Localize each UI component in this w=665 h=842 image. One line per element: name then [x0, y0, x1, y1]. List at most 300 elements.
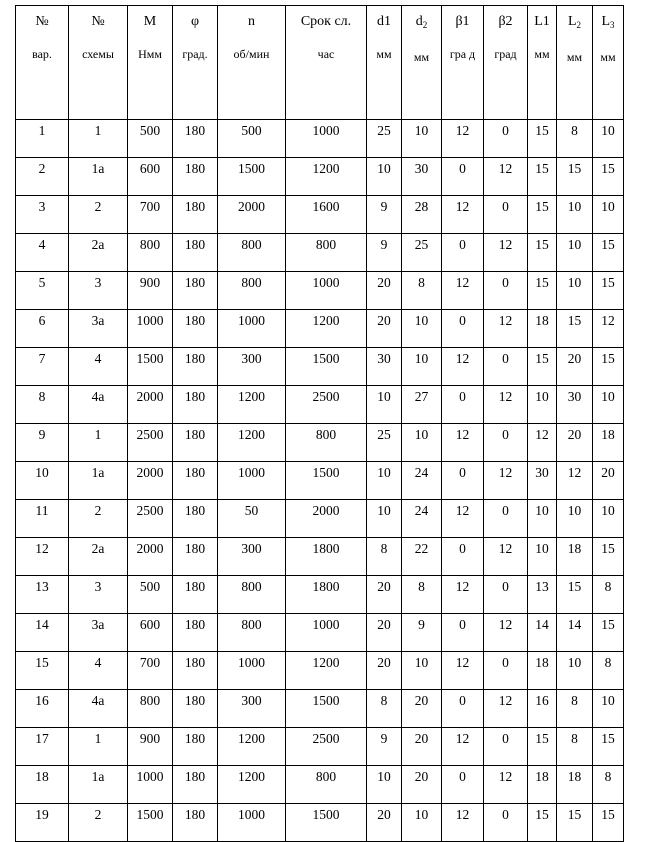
table-cell: 50 — [218, 500, 286, 538]
header-unit: гра д — [449, 47, 476, 61]
table-cell: 1 — [69, 728, 128, 766]
table-cell: 15 — [528, 272, 557, 310]
table-cell: 180 — [173, 690, 218, 728]
header-cell — [367, 6, 402, 120]
table-cell: 0 — [484, 652, 528, 690]
table-row — [16, 234, 624, 272]
header-symbol: β2 — [498, 14, 513, 29]
table-cell: 1200 — [218, 424, 286, 462]
table-cell: 15 — [593, 234, 624, 272]
header-symbol: $L_3$ — [601, 14, 615, 30]
table-cell: 500 — [218, 120, 286, 158]
table-cell: 1а — [69, 158, 128, 196]
table-cell: 1500 — [128, 804, 173, 842]
header-cell — [442, 6, 484, 120]
table-cell: 1 — [69, 120, 128, 158]
table-row — [16, 120, 624, 158]
header-unit: мм — [376, 47, 392, 61]
header-symbol: Срок сл. — [300, 14, 352, 29]
table-cell: 1500 — [286, 690, 367, 728]
table-cell: 9 — [402, 614, 442, 652]
table-cell: 2000 — [286, 500, 367, 538]
table-cell: 180 — [173, 614, 218, 652]
table-cell: 180 — [173, 386, 218, 424]
table-cell: 180 — [173, 348, 218, 386]
table-cell: 25 — [367, 424, 402, 462]
table-cell: 4а — [69, 690, 128, 728]
table-cell: 4 — [69, 348, 128, 386]
table-cell: 2500 — [286, 386, 367, 424]
table-cell: 20 — [367, 652, 402, 690]
table-cell: 180 — [173, 272, 218, 310]
table-cell: 12 — [442, 196, 484, 234]
table-cell: 27 — [402, 386, 442, 424]
header-unit: мм — [413, 50, 430, 64]
table-cell: 0 — [484, 804, 528, 842]
table-cell: 12 — [442, 576, 484, 614]
table-cell: 3 — [69, 272, 128, 310]
table-cell: 12 — [484, 386, 528, 424]
table-row — [16, 272, 624, 310]
table-cell: 12 — [484, 614, 528, 652]
table-cell: 180 — [173, 120, 218, 158]
table-cell: 180 — [173, 576, 218, 614]
table-cell: 10 — [528, 538, 557, 576]
table-cell: 10 — [402, 652, 442, 690]
table-cell: 3а — [69, 614, 128, 652]
table-cell: 8 — [593, 652, 624, 690]
table-cell: 7 — [16, 348, 69, 386]
header-cell — [69, 6, 128, 120]
table-cell: 10 — [557, 196, 593, 234]
table-cell: 30 — [402, 158, 442, 196]
table-cell: 30 — [557, 386, 593, 424]
table-cell: 800 — [286, 234, 367, 272]
table-cell: 1 — [16, 120, 69, 158]
table-cell: 5 — [16, 272, 69, 310]
table-cell: 500 — [128, 576, 173, 614]
table-cell: 15 — [528, 196, 557, 234]
table-cell: 8 — [367, 690, 402, 728]
table-cell: 10 — [367, 158, 402, 196]
header-symbol: M — [143, 14, 157, 29]
header-cell — [402, 6, 442, 120]
table-cell: 24 — [402, 500, 442, 538]
table-cell: 2 — [69, 196, 128, 234]
table-cell: 8 — [16, 386, 69, 424]
table-row — [16, 424, 624, 462]
table-cell: 16 — [528, 690, 557, 728]
table-row — [16, 538, 624, 576]
table-cell: 1500 — [286, 462, 367, 500]
table-cell: 2500 — [128, 500, 173, 538]
table-cell: 12 — [442, 804, 484, 842]
table-cell: 18 — [528, 766, 557, 804]
table-cell: 2а — [69, 234, 128, 272]
table-cell: 19 — [16, 804, 69, 842]
table-cell: 0 — [484, 196, 528, 234]
table-cell: 15 — [593, 728, 624, 766]
table-row — [16, 766, 624, 804]
table-cell: 0 — [484, 272, 528, 310]
table-cell: 15 — [593, 348, 624, 386]
table-row — [16, 576, 624, 614]
table-cell: 0 — [442, 614, 484, 652]
table-cell: 8 — [557, 690, 593, 728]
table-cell: 20 — [593, 462, 624, 500]
table-cell: 10 — [367, 386, 402, 424]
table-cell: 800 — [218, 576, 286, 614]
table-cell: 20 — [367, 576, 402, 614]
table-cell: 180 — [173, 462, 218, 500]
table-cell: 1800 — [286, 538, 367, 576]
table-cell: 18 — [593, 424, 624, 462]
table-cell: 1500 — [286, 804, 367, 842]
table-row — [16, 804, 624, 842]
table-cell: 10 — [593, 500, 624, 538]
table-cell: 20 — [367, 614, 402, 652]
table-cell: 1800 — [286, 576, 367, 614]
table-cell: 18 — [16, 766, 69, 804]
table-cell: 10 — [557, 234, 593, 272]
table-cell: 800 — [218, 234, 286, 272]
table-cell: 10 — [402, 424, 442, 462]
table-cell: 180 — [173, 652, 218, 690]
table-cell: 15 — [557, 576, 593, 614]
header-unit: мм — [534, 47, 550, 61]
header-cell — [286, 6, 367, 120]
table-row — [16, 500, 624, 538]
table-cell: 10 — [593, 120, 624, 158]
table-cell: 300 — [218, 690, 286, 728]
header-symbol: $L_2$ — [567, 14, 582, 30]
table-cell: 0 — [484, 348, 528, 386]
table-cell: 600 — [128, 158, 173, 196]
table-cell: 1200 — [286, 310, 367, 348]
table-cell: 15 — [16, 652, 69, 690]
header-symbol: № — [35, 14, 49, 29]
table-cell: 20 — [557, 348, 593, 386]
table-cell: 18 — [557, 766, 593, 804]
table-cell: 15 — [557, 310, 593, 348]
table-cell: 20 — [367, 310, 402, 348]
table-cell: 1500 — [218, 158, 286, 196]
table-cell: 180 — [173, 158, 218, 196]
table-row — [16, 348, 624, 386]
table-cell: 1а — [69, 766, 128, 804]
table-cell: 15 — [593, 538, 624, 576]
table-cell: 20 — [402, 766, 442, 804]
table-cell: 0 — [442, 310, 484, 348]
table-cell: 2000 — [218, 196, 286, 234]
table-cell: 22 — [402, 538, 442, 576]
header-unit: схемы — [82, 47, 114, 61]
table-cell: 12 — [442, 652, 484, 690]
table-cell: 10 — [593, 386, 624, 424]
table-cell: 4 — [69, 652, 128, 690]
table-cell: 30 — [528, 462, 557, 500]
table-header — [16, 6, 624, 120]
header-cell — [173, 6, 218, 120]
table-cell: 1000 — [218, 652, 286, 690]
table-cell: 12 — [557, 462, 593, 500]
table-cell: 12 — [484, 462, 528, 500]
table-cell: 180 — [173, 538, 218, 576]
table-cell: 8 — [593, 576, 624, 614]
table-cell: 25 — [367, 120, 402, 158]
table-row — [16, 728, 624, 766]
table-cell: 30 — [367, 348, 402, 386]
table-cell: 800 — [286, 766, 367, 804]
table-cell: 12 — [484, 310, 528, 348]
table-cell: 12 — [442, 348, 484, 386]
table-cell: 500 — [128, 120, 173, 158]
table-cell: 20 — [557, 424, 593, 462]
table-cell: 2000 — [128, 538, 173, 576]
header-unit: град. — [182, 47, 208, 61]
table-row — [16, 158, 624, 196]
table-cell: 18 — [528, 310, 557, 348]
table-cell: 2500 — [128, 424, 173, 462]
table-cell: 15 — [593, 158, 624, 196]
table-cell: 700 — [128, 652, 173, 690]
table-cell: 12 — [528, 424, 557, 462]
header-unit: об/мин — [233, 47, 270, 61]
table-cell: 20 — [367, 804, 402, 842]
table-row — [16, 690, 624, 728]
table-cell: 700 — [128, 196, 173, 234]
table-cell: 900 — [128, 272, 173, 310]
header-cell — [484, 6, 528, 120]
table-cell: 1200 — [218, 728, 286, 766]
table-cell: 10 — [367, 500, 402, 538]
table-cell: 15 — [528, 234, 557, 272]
table-cell: 10 — [367, 766, 402, 804]
table-body — [16, 120, 624, 842]
table-cell: 6 — [16, 310, 69, 348]
table-cell: 15 — [593, 272, 624, 310]
table-cell: 1500 — [286, 348, 367, 386]
table-cell: 800 — [128, 690, 173, 728]
table-cell: 800 — [286, 424, 367, 462]
table-cell: 180 — [173, 310, 218, 348]
table-cell: 180 — [173, 766, 218, 804]
table-cell: 13 — [528, 576, 557, 614]
table-cell: 13 — [16, 576, 69, 614]
table-row — [16, 196, 624, 234]
table-cell: 0 — [442, 234, 484, 272]
table-cell: 4а — [69, 386, 128, 424]
table-cell: 20 — [402, 690, 442, 728]
header-cell — [593, 6, 624, 120]
header-symbol: d1 — [377, 14, 391, 29]
table-cell: 25 — [402, 234, 442, 272]
table-cell: 18 — [528, 652, 557, 690]
table-cell: 15 — [593, 614, 624, 652]
table-cell: 12 — [484, 158, 528, 196]
table-cell: 14 — [16, 614, 69, 652]
table-cell: 9 — [16, 424, 69, 462]
table-cell: 8 — [557, 728, 593, 766]
table-cell: 15 — [557, 158, 593, 196]
table-cell: 14 — [557, 614, 593, 652]
table-cell: 15 — [528, 804, 557, 842]
table-cell: 10 — [557, 652, 593, 690]
table-cell: 15 — [528, 348, 557, 386]
table-cell: 0 — [484, 424, 528, 462]
table-cell: 15 — [528, 120, 557, 158]
table-cell: 10 — [402, 804, 442, 842]
header-unit: град — [494, 47, 517, 61]
table-cell: 10 — [557, 272, 593, 310]
table-cell: 15 — [593, 804, 624, 842]
table-cell: 15 — [557, 804, 593, 842]
table-cell: 0 — [442, 538, 484, 576]
table-cell: 180 — [173, 234, 218, 272]
table-cell: 10 — [367, 462, 402, 500]
table-cell: 0 — [484, 728, 528, 766]
table-cell: 9 — [367, 728, 402, 766]
table-cell: 1500 — [128, 348, 173, 386]
table-cell: 2000 — [128, 462, 173, 500]
table-cell: 0 — [442, 158, 484, 196]
table-cell: 1000 — [128, 766, 173, 804]
header-cell — [528, 6, 557, 120]
table-cell: 0 — [484, 500, 528, 538]
table-cell: 24 — [402, 462, 442, 500]
table-cell: 1200 — [286, 158, 367, 196]
table-cell: 10 — [593, 690, 624, 728]
table-cell: 1000 — [286, 614, 367, 652]
table-cell: 2 — [16, 158, 69, 196]
table-cell: 20 — [367, 272, 402, 310]
table-cell: 0 — [442, 690, 484, 728]
table-cell: 800 — [128, 234, 173, 272]
header-symbol: β1 — [455, 14, 470, 29]
table-cell: 4 — [16, 234, 69, 272]
table-cell: 300 — [218, 538, 286, 576]
table-cell: 180 — [173, 196, 218, 234]
table-cell: 12 — [442, 120, 484, 158]
table-cell: 10 — [16, 462, 69, 500]
table-cell: 12 — [442, 500, 484, 538]
table-cell: 900 — [128, 728, 173, 766]
table-cell: 10 — [528, 386, 557, 424]
table-cell: 16 — [16, 690, 69, 728]
table-cell: 0 — [442, 462, 484, 500]
table-cell: 800 — [218, 272, 286, 310]
header-symbol: n — [248, 14, 255, 29]
table-cell: 3а — [69, 310, 128, 348]
table-cell: 11 — [16, 500, 69, 538]
table-cell: 12 — [16, 538, 69, 576]
table-row — [16, 614, 624, 652]
table-cell: 15 — [528, 158, 557, 196]
table-cell: 2 — [69, 804, 128, 842]
table-row — [16, 652, 624, 690]
table-cell: 12 — [442, 728, 484, 766]
header-cell — [218, 6, 286, 120]
table-cell: 1 — [69, 424, 128, 462]
table-cell: 8 — [367, 538, 402, 576]
table-cell: 1000 — [218, 310, 286, 348]
table-cell: 17 — [16, 728, 69, 766]
table-cell: 3 — [69, 576, 128, 614]
table-cell: 180 — [173, 728, 218, 766]
table-cell: 10 — [557, 500, 593, 538]
table-cell: 1000 — [286, 272, 367, 310]
table-cell: 12 — [484, 690, 528, 728]
table-cell: 10 — [593, 196, 624, 234]
table-cell: 10 — [402, 120, 442, 158]
table-cell: 2500 — [286, 728, 367, 766]
table-cell: 12 — [442, 272, 484, 310]
table-cell: 1200 — [286, 652, 367, 690]
table-cell: 1000 — [128, 310, 173, 348]
header-unit: час — [317, 47, 335, 61]
table-cell: 0 — [442, 766, 484, 804]
table-cell: 3 — [16, 196, 69, 234]
header-unit: вар. — [32, 47, 52, 61]
table-cell: 12 — [593, 310, 624, 348]
header-cell — [128, 6, 173, 120]
table-cell: 8 — [402, 576, 442, 614]
table-cell: 9 — [367, 196, 402, 234]
table-cell: 2а — [69, 538, 128, 576]
table-cell: 28 — [402, 196, 442, 234]
table-cell: 180 — [173, 500, 218, 538]
header-symbol: $d_2$ — [415, 14, 428, 30]
table-row — [16, 386, 624, 424]
table-cell: 12 — [484, 234, 528, 272]
table-cell: 10 — [528, 500, 557, 538]
header-cell — [16, 6, 69, 120]
table-cell: 1а — [69, 462, 128, 500]
table-cell: 300 — [218, 348, 286, 386]
table-row — [16, 462, 624, 500]
table-cell: 8 — [593, 766, 624, 804]
table-cell: 12 — [484, 538, 528, 576]
header-subscript: 2 — [422, 20, 428, 30]
table-cell: 2000 — [128, 386, 173, 424]
table-cell: 12 — [442, 424, 484, 462]
table-cell: 15 — [528, 728, 557, 766]
header-subscript: 2 — [576, 20, 582, 30]
table-cell: 18 — [557, 538, 593, 576]
table-cell: 9 — [367, 234, 402, 272]
table-cell: 0 — [484, 576, 528, 614]
header-subscript: 3 — [610, 20, 615, 30]
variants-table — [15, 5, 624, 842]
header-unit: мм — [600, 50, 616, 64]
table-cell: 1600 — [286, 196, 367, 234]
header-unit: мм — [566, 50, 583, 64]
table-cell: 12 — [484, 766, 528, 804]
table-cell: 1200 — [218, 386, 286, 424]
table-cell: 10 — [402, 348, 442, 386]
table-cell: 800 — [218, 614, 286, 652]
table-cell: 14 — [528, 614, 557, 652]
table-cell: 1000 — [286, 120, 367, 158]
table-cell: 1200 — [218, 766, 286, 804]
header-symbol: № — [91, 14, 105, 29]
table-cell: 600 — [128, 614, 173, 652]
table-cell: 8 — [557, 120, 593, 158]
table-cell: 10 — [402, 310, 442, 348]
table-cell: 0 — [484, 120, 528, 158]
header-symbol: L1 — [534, 14, 550, 29]
table-row — [16, 310, 624, 348]
